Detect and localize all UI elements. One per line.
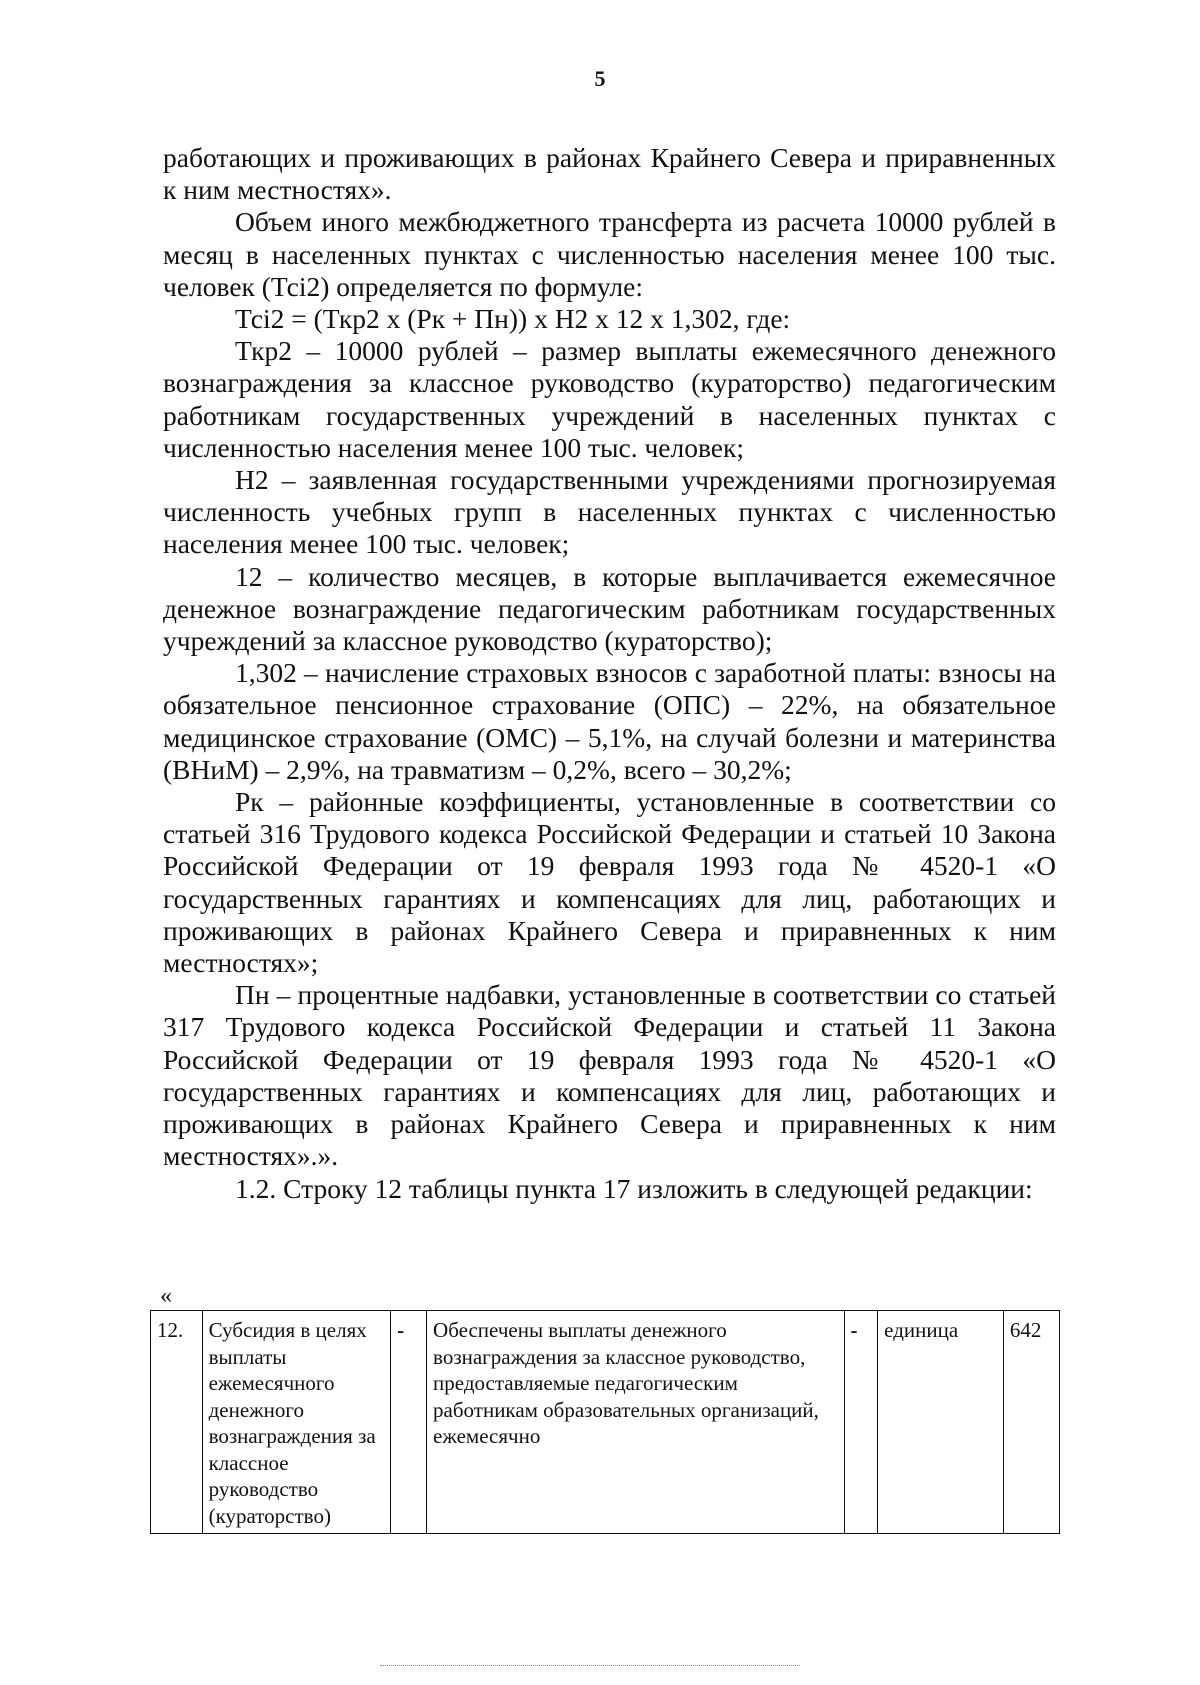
- amended-table-row: [150, 1310, 1060, 1534]
- paragraph-rk-definition: Рк – районные коэффициенты, установленные в соответствии со статьей 316 Трудового кодекса Российской Федерации и статьей 10 Закона Российской Федерации от 19 февраля 1993 года № 4520-1 «О государственных гарантиях и компенсациях для лиц, работающих и проживающих в районах Крайнего Севера и приравненных к ним местностях»;: [163, 786, 1056, 979]
- cell-dash-2: -: [844, 1311, 878, 1534]
- document-body: [163, 142, 1056, 1205]
- table-row: [151, 1311, 1060, 1534]
- paragraph-insurance-definition: 1,302 – начисление страховых взносов с заработной платы: взносы на обязательное пенсионное страхование (ОПС) – 22%, на обязательное медицинское страхование (ОМС) – 5,1%, на случай болезни и материнства (ВНиМ) – 2,9%, на травматизм – 0,2%, всего – 30,2%;: [163, 657, 1056, 785]
- paragraph-n2-definition: Н2 – заявленная государственными учреждениями прогнозируемая численность учебных групп в населенных пунктах с численностью населения менее 100 тыс. человек;: [163, 464, 1056, 560]
- paragraph-tkr2-definition: Ткр2 – 10000 рублей – размер выплаты ежемесячного денежного вознаграждения за классное руководство (кураторство) педагогическим работникам государственных учреждений в населенных пунктах с численностью населения менее 100 тыс. человек;: [163, 335, 1056, 463]
- paragraph-transfer-volume: Объем иного межбюджетного трансферта из расчета 10000 рублей в месяц в населенных пунктах с численностью населения менее 100 тыс. человек (Тсi2) определяется по формуле:: [163, 206, 1056, 302]
- formula: Тсi2 = (Ткр2 х (Рк + Пн)) х Н2 х 12 х 1,302, где:: [235, 303, 791, 335]
- cell-dash-1: -: [391, 1311, 427, 1534]
- cell-okei-code: 642: [1003, 1311, 1059, 1534]
- paragraph-months-definition: 12 – количество месяцев, в которые выплачивается ежемесячное денежное вознаграждение педагогическим работникам государственных учреждений за классное руководство (кураторство);: [163, 560, 1056, 657]
- paragraph-continuation: работающих и проживающих в районах Крайнего Севера и приравненных к ним местностях».: [163, 142, 1056, 206]
- cell-row-number: 12.: [151, 1311, 203, 1534]
- paragraph-amendment: 1.2. Строку 12 таблицы пункта 17 изложить в следующей редакции:: [235, 1172, 1033, 1204]
- opening-quote-mark: «: [160, 1283, 172, 1309]
- page-number: 5: [594, 66, 606, 91]
- paragraph-pn-definition: Пн – процентные надбавки, установленные в соответствии со статьей 317 Трудового кодекса Российской Федерации и статьей 11 Закона Российской Федерации от 19 февраля 1993 года № 4520-1 «О государственных гарантиях и компенсациях для лиц, работающих и проживающих в районах Крайнего Севера и приравненных к ним местностях».».: [163, 979, 1056, 1172]
- cell-unit: единица: [878, 1311, 1004, 1534]
- cell-subsidy-name: Субсидия в целях выплаты ежемесячного денежного вознаграждения за классное руководство (кураторство): [202, 1311, 391, 1534]
- footer-divider: [380, 1665, 800, 1666]
- cell-result: Обеспечены выплаты денежного вознаграждения за классное руководство, предоставляемые педагогическим работникам образовательных организаций, ежемесячно: [427, 1311, 844, 1534]
